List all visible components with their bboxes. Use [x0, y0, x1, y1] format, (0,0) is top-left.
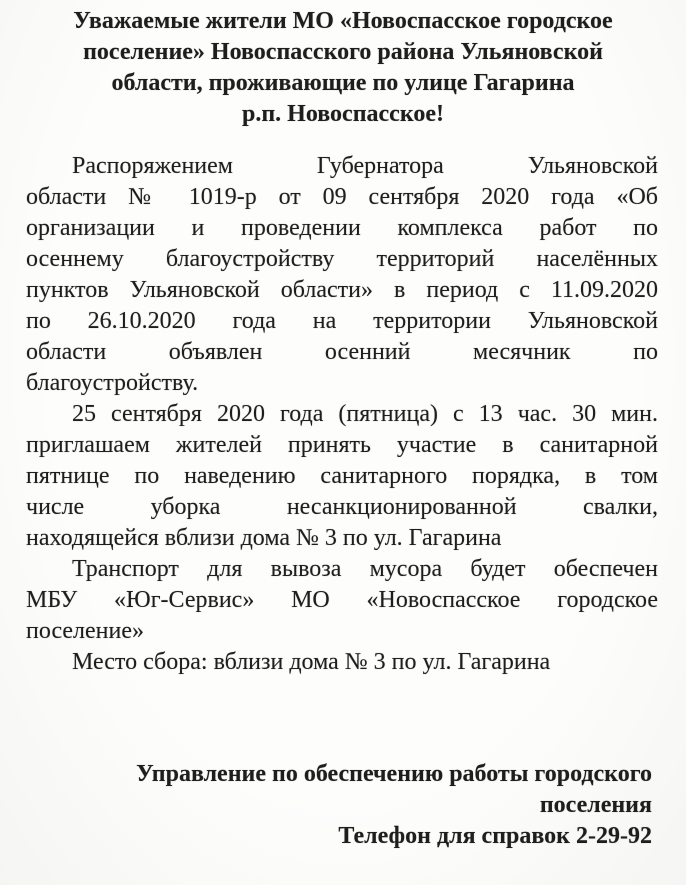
paragraph-line: осеннему благоустройству территорий населённых: [26, 246, 658, 272]
paragraph-line: области № 1019-р от 09 сентября 2020 года «Об: [26, 184, 658, 210]
paragraph-line: находящейся вблизи дома № 3 по ул. Гагарина: [26, 525, 502, 551]
paragraph-line: 25 сентября 2020 года (пятница) с 13 час. 30 мин.: [72, 401, 658, 427]
paragraph-line: по 26.10.2020 года на территории Ульяновской: [26, 308, 658, 334]
title-line: поселение» Новоспасского района Ульяновской: [83, 39, 603, 65]
footer-line: поселения: [539, 792, 652, 818]
paragraph-line: МБУ «Юг-Сервис» МО «Новоспасское городское: [26, 587, 658, 613]
paragraph-line: благоустройству.: [26, 370, 199, 396]
footer-line: Управление по обеспечению работы городского: [136, 761, 652, 787]
paragraph-line: Место сбора: вблизи дома № 3 по ул. Гагарина: [72, 649, 551, 675]
paragraph-line: Распоряжением Губернатора Ульяновской: [72, 153, 658, 179]
paragraph-line: пунктов Ульяновской области» в период с 11.09.2020: [26, 277, 658, 303]
footer-line: Телефон для справок 2-29-92: [338, 823, 652, 849]
paragraph: [26, 647, 658, 678]
paragraph-line: приглашаем жителей принять участие в санитарной: [26, 432, 658, 458]
document-title: [30, 6, 656, 130]
document-body: [26, 151, 658, 678]
paragraph: [26, 399, 658, 554]
paragraph-line: Транспорт для вывоза мусора будет обеспечен: [72, 556, 658, 582]
paragraph: [26, 151, 658, 399]
paragraph-line: области объявлен осенний месячник по: [26, 339, 658, 365]
paragraph-line: организации и проведении комплекса работ по: [26, 215, 658, 241]
paragraph: [26, 554, 658, 647]
title-line: области, проживающие по улице Гагарина: [111, 70, 575, 96]
paragraph-line: поселение»: [26, 618, 145, 644]
paragraph-line: пятнице по наведению санитарного порядка, в том: [26, 463, 658, 489]
paragraph-line: числе уборка несанкционированной свалки,: [26, 494, 658, 520]
document-footer: [40, 759, 652, 852]
title-line: Уважаемые жители МО «Новоспасское городское: [73, 8, 613, 34]
title-line: р.п. Новоспасское!: [242, 101, 444, 127]
